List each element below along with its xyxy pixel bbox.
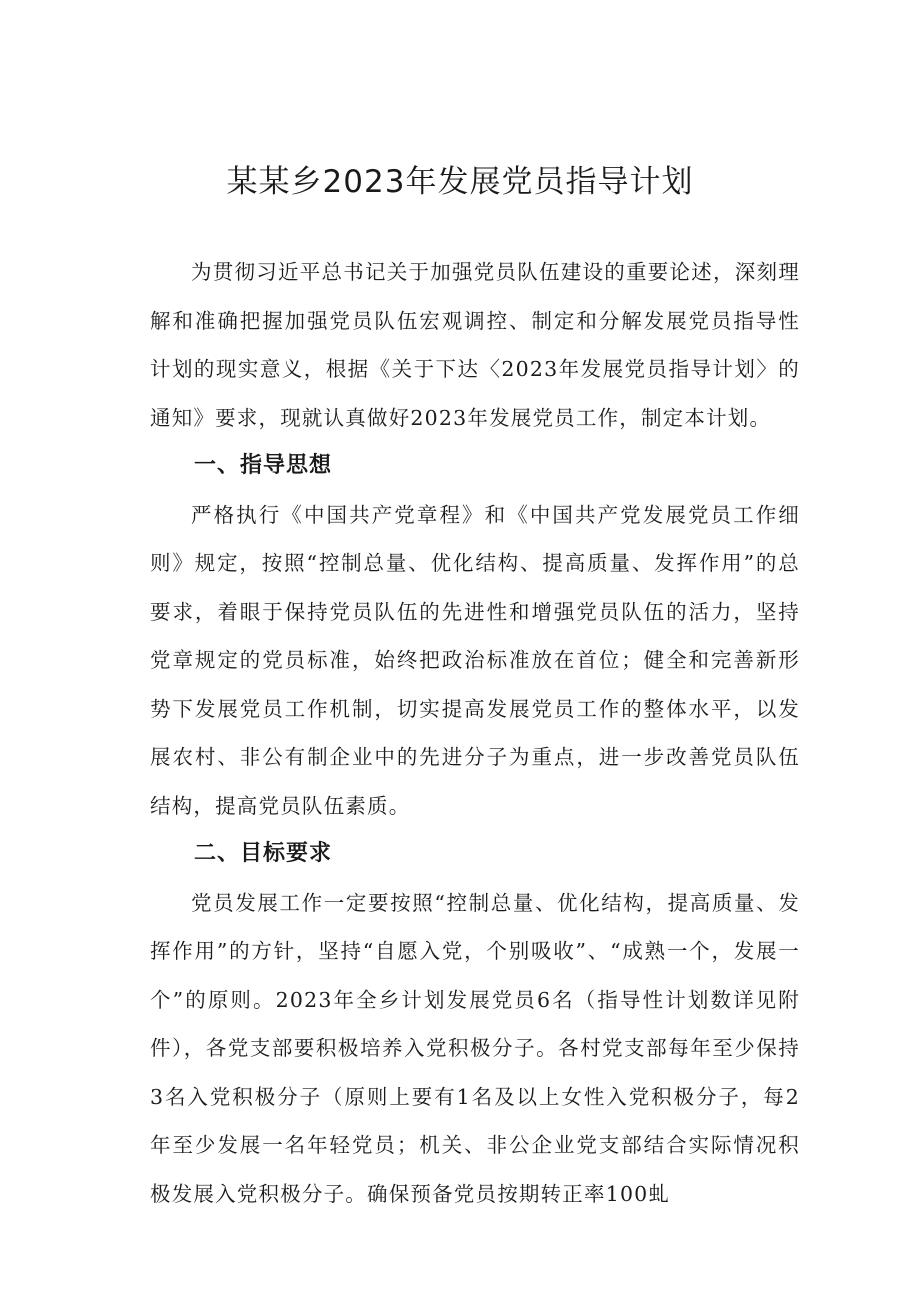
document-title: 某某乡2023年发展党员指导计划 [226, 164, 694, 200]
section-heading-guiding-ideology: 一、指导思想 [194, 453, 333, 478]
document-body [150, 248, 800, 1218]
section-paragraph-guiding-ideology: 严格执行《中国共产党章程》和《中国共产党发展党员工作细则》规定，按照“控制总量、优化结构、提高质量、发挥作用”的总要求，着眼于保持党员队伍的先进性和增强党员队伍的活力，坚持党章规定的党员标准，始终把政治标准放在首位；健全和完善新形势下发展党员工作机制，切实提高发展党员工作的整体水平，以发展农村、非公有制企业中的先进分子为重点，进一步改善党员队伍结构，提高党员队伍素质。 [150, 502, 800, 818]
section-paragraph-target-requirements: 党员发展工作一定要按照“控制总量、优化结构，提高质量、发挥作用”的方针，坚持“自愿入党，个别吸收”、“成熟一个，发展一个”的原则。2023年全乡计划发展党员6名（指导性计划数详见附件），各党支部要积极培养入党积极分子。各村党支部每年至少保持3名入党积极分子（原则上要有1名及以上女性入党积极分子，每2年至少发展一名年轻党员；机关、非公企业党支部结合实际情况积极发展入党积极分子。确保预备党员按期转正率100虬 [150, 890, 800, 1206]
section-heading-target-requirements: 二、目标要求 [194, 841, 333, 866]
intro-paragraph: 为贯彻习近平总书记关于加强党员队伍建设的重要论述，深刻理解和准确把握加强党员队伍宏观调控、制定和分解发展党员指导性计划的现实意义，根据《关于下达〈2023年发展党员指导计划〉的通知》要求，现就认真做好2023年发展党员工作，制定本计划。 [150, 260, 800, 430]
